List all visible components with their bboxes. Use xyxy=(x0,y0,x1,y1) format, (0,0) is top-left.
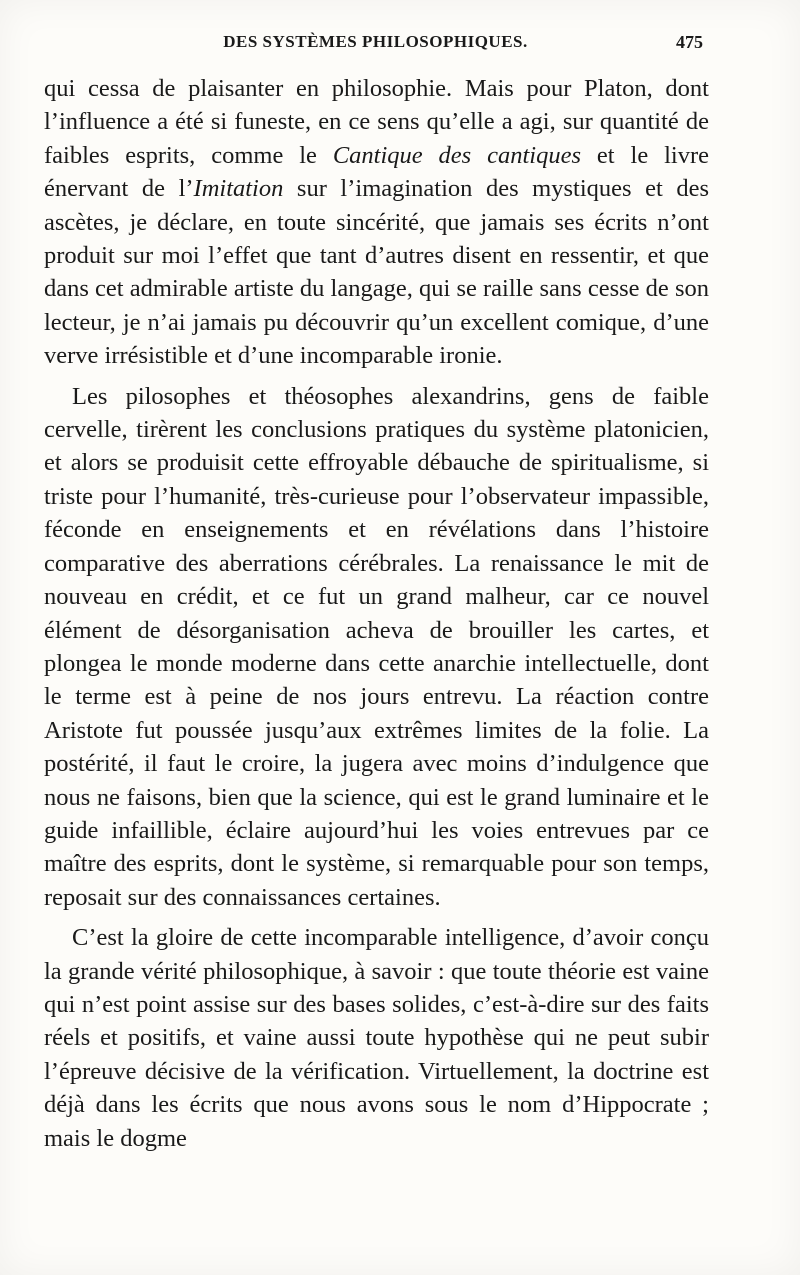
page-header xyxy=(48,32,703,62)
paragraph xyxy=(44,72,709,373)
paragraph xyxy=(44,380,709,915)
text-run: Les pilosophes et théosophes alexandrins, gens de faible cervelle, tirèrent les conclusions pratiques du système platonicien, et alors se produisit cette effroyable débauche de spiritualisme, si triste pour l’humanité, très-curieuse pour l’observateur impassible, féconde en enseignements et en révélations dans l’histoire comparative des aberrations cérébrales. La renaissance le mit de nouveau en crédit, et ce fut un grand malheur, car ce nouvel élément de désorganisation acheva de brouiller les cartes, et plongea le monde moderne dans cette anarchie intellectuelle, dont le terme est à peine de nos jours entrevu. La réaction contre Aristote fut poussée jusqu’aux extrêmes limites de la folie. La postérité, il faut le croire, la jugera avec moins d’indulgence que nous ne faisons, bien que la science, qui est le grand luminaire et le guide infaillible, éclaire aujourd’hui les voies entrevues par ce maître des esprits, dont le système, si remarquable pour son temps, reposait sur des connaissances certaines. xyxy=(44,382,709,911)
running-title: DES SYSTÈMES PHILOSOPHIQUES. xyxy=(223,32,528,51)
body-text xyxy=(44,72,709,1155)
text-run: et le livre énervant de l’ xyxy=(44,141,709,203)
text-run: C’est la gloire de cette incomparable intelligence, d’avoir conçu la grande vérité philosophique, à savoir : que toute théorie est vaine qui n’est point assise sur des bases solides, c’est-à-dire sur des faits réels et positifs, et vaine aussi toute hypothèse qui ne peut subir l’épreuve décisive de la vérification. Virtuellement, la doctrine est déjà dans les écrits que nous avons sous le nom d’Hippocrate ; mais le dogme xyxy=(44,924,709,1152)
text-run: qui cessa de plaisanter en philosophie. Mais pour Platon, dont l’influence a été si funeste, en ce sens qu’elle a agi, sur quantité de faibles esprits, comme le xyxy=(44,75,709,169)
italic-title: Cantique des cantiques xyxy=(332,141,582,169)
page-number: 475 xyxy=(676,32,703,52)
paragraph xyxy=(44,921,709,1155)
text-run: sur l’imagination des mystiques et des ascètes, je déclare, en toute sincérité, que jamais ses écrits n’ont produit sur moi l’effet que tant d’autres disent en ressentir, et que dans cet admirable artiste du langage, qui se raille sans cesse de son lecteur, je n’ai jamais pu découvrir qu’un excellent comique, d’une verve irrésistible et d’une incomparable ironie. xyxy=(44,175,709,370)
italic-title: Imitation xyxy=(193,175,284,203)
